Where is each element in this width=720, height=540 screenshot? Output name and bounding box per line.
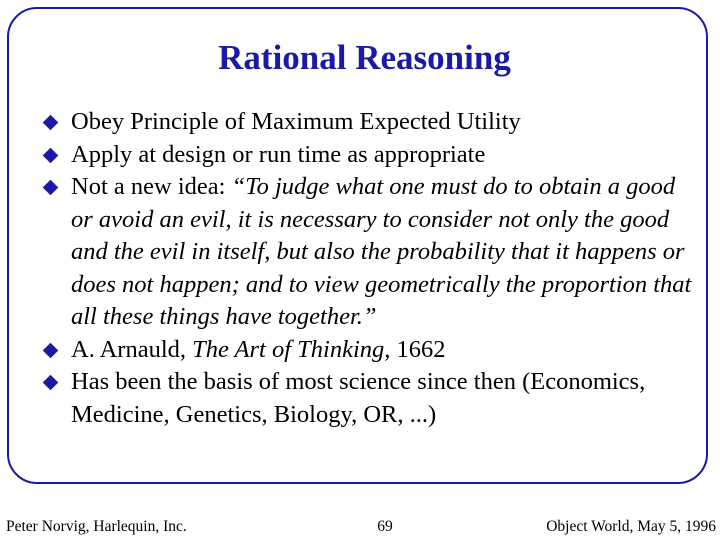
bullet-item <box>40 334 700 367</box>
diamond-bullet-icon <box>43 115 59 131</box>
bullet-list <box>40 106 700 431</box>
bullet-text: Has been the basis of most science since then (Economics, Medicine, Genetics, Biology, OR, ...) <box>71 368 646 428</box>
bullet-item <box>40 139 700 172</box>
bullet-year: 1662 <box>390 335 446 363</box>
bullet-item <box>40 106 700 139</box>
bullet-text: Obey Principle of Maximum Expected Utility <box>71 108 521 135</box>
bullet-text: Apply at design or run time as appropriate <box>71 140 486 168</box>
bullet-item <box>40 366 700 431</box>
bullet-text: Not a new idea: <box>71 173 232 200</box>
slide-title: Rational Reasoning <box>218 38 511 77</box>
diamond-bullet-icon <box>43 342 59 358</box>
book-title: The Art of Thinking, <box>192 335 391 363</box>
arnauld-quote: “To judge what one must do to obtain a good or avoid an evil, it is necessary to consider not only the good and the evil in itself, but also the probability that it happens or does not happen; and to view geometrically the proportion that all these things have together.” <box>71 173 692 330</box>
footer-author: Peter Norvig, Harlequin, Inc. <box>6 518 187 535</box>
bullet-item <box>40 171 700 334</box>
diamond-bullet-icon <box>43 375 59 391</box>
diamond-bullet-icon <box>43 147 59 163</box>
diamond-bullet-icon <box>43 180 59 196</box>
bullet-text: A. Arnauld, <box>71 335 193 363</box>
footer-event: Object World, May 5, 1996 <box>546 518 716 535</box>
footer-page-number: 69 <box>377 518 393 535</box>
slide-footer <box>0 517 720 537</box>
